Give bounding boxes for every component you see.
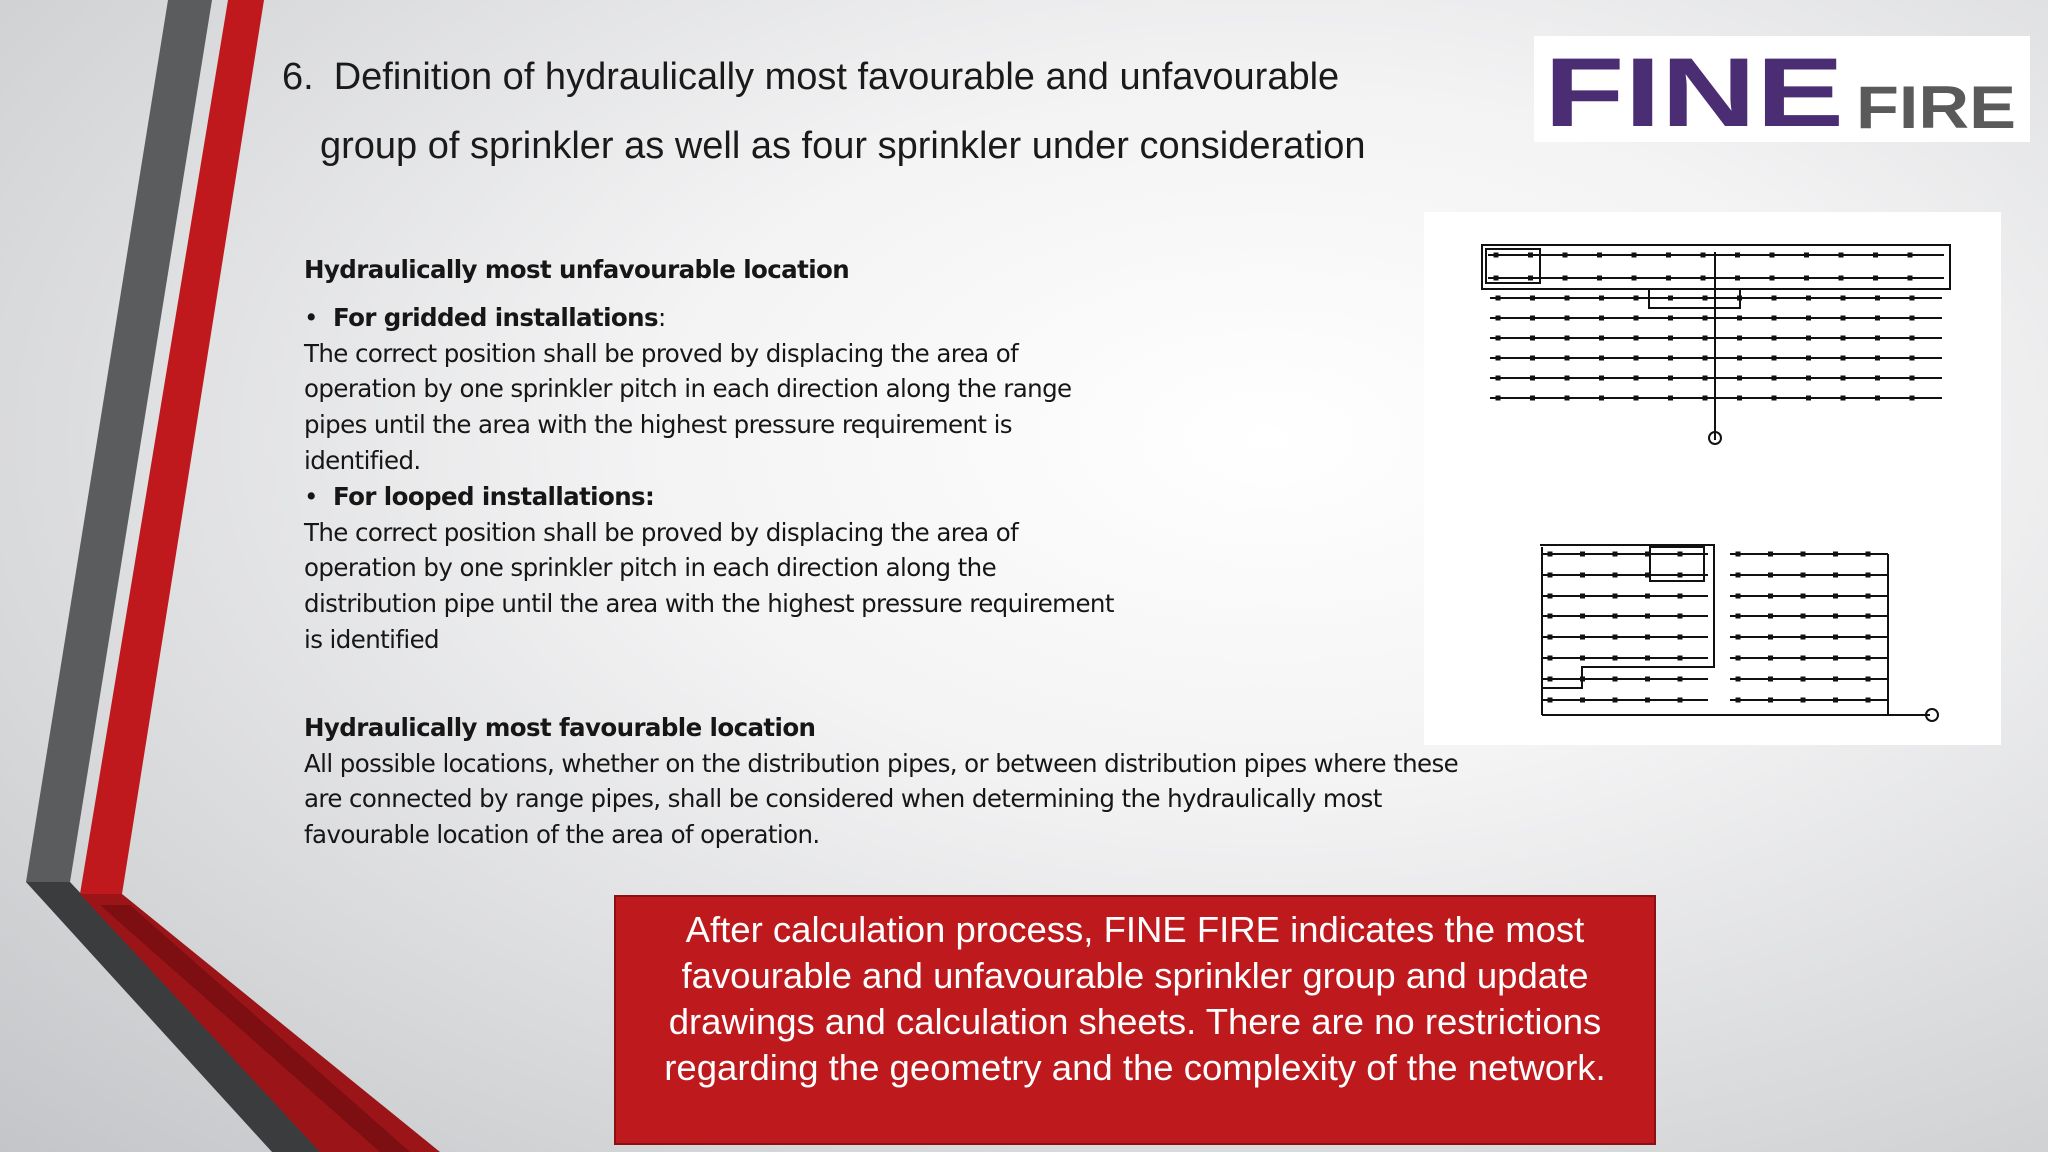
sprinkler-head bbox=[1548, 614, 1553, 619]
sprinkler-head bbox=[1565, 376, 1570, 381]
sprinkler-head bbox=[1768, 698, 1773, 703]
sprinkler-head bbox=[1737, 396, 1742, 401]
sprinkler-head bbox=[1634, 336, 1639, 341]
sprinkler-head bbox=[1580, 573, 1585, 578]
sprinkler-head bbox=[1678, 656, 1683, 661]
bullet-dot: • bbox=[304, 302, 318, 332]
sprinkler-head bbox=[1841, 316, 1846, 321]
sprinkler-head bbox=[1703, 396, 1708, 401]
sprinkler-head bbox=[1866, 614, 1871, 619]
sprinkler-head bbox=[1678, 573, 1683, 578]
sprinkler-head bbox=[1634, 316, 1639, 321]
sprinkler-head bbox=[1565, 336, 1570, 341]
sprinkler-head bbox=[1565, 296, 1570, 301]
sprinkler-head bbox=[1875, 336, 1880, 341]
sprinkler-head bbox=[1833, 656, 1838, 661]
sprinkler-head bbox=[1613, 594, 1618, 599]
sprinkler-head bbox=[1548, 677, 1553, 682]
sprinkler-head bbox=[1910, 396, 1915, 401]
sprinkler-head bbox=[1703, 356, 1708, 361]
sprinkler-head bbox=[1910, 316, 1915, 321]
sprinkler-head bbox=[1565, 316, 1570, 321]
sprinkler-head bbox=[1770, 253, 1775, 258]
sprinkler-head bbox=[1613, 573, 1618, 578]
sprinkler-head bbox=[1668, 376, 1673, 381]
sprinkler-head bbox=[1910, 356, 1915, 361]
sprinkler-head bbox=[1599, 296, 1604, 301]
sprinkler-head bbox=[1703, 296, 1708, 301]
sprinkler-head bbox=[1839, 253, 1844, 258]
sprinkler-head bbox=[1645, 656, 1650, 661]
sprinkler-head bbox=[1806, 376, 1811, 381]
sprinkler-head bbox=[1703, 376, 1708, 381]
sprinkler-head bbox=[1530, 396, 1535, 401]
sprinkler-head bbox=[1530, 356, 1535, 361]
looped-bullet bbox=[304, 479, 1464, 515]
sprinkler-head bbox=[1599, 356, 1604, 361]
gridded-bullet bbox=[304, 300, 1464, 336]
sprinkler-head bbox=[1548, 656, 1553, 661]
sprinkler-head bbox=[1833, 552, 1838, 557]
sprinkler-head bbox=[1866, 552, 1871, 557]
sprinkler-head bbox=[1875, 316, 1880, 321]
sprinkler-head bbox=[1703, 336, 1708, 341]
sprinkler-head bbox=[1736, 552, 1741, 557]
sprinkler-head bbox=[1833, 635, 1838, 640]
sprinkler-head bbox=[1634, 356, 1639, 361]
sprinkler-head bbox=[1599, 316, 1604, 321]
title-line-2: group of sprinkler as well as four sprinkler under consideration bbox=[320, 125, 1366, 167]
sprinkler-head bbox=[1613, 552, 1618, 557]
sprinkler-head bbox=[1772, 396, 1777, 401]
sprinkler-head bbox=[1528, 276, 1533, 281]
sprinkler-head bbox=[1634, 396, 1639, 401]
sprinkler-head bbox=[1768, 614, 1773, 619]
sprinkler-head bbox=[1875, 356, 1880, 361]
sprinkler-head bbox=[1613, 656, 1618, 661]
sprinkler-head bbox=[1645, 552, 1650, 557]
sprinkler-head bbox=[1668, 316, 1673, 321]
looped-installation-diagram bbox=[1540, 545, 1938, 721]
sprinkler-layout-diagram bbox=[1424, 212, 2001, 745]
sprinkler-head bbox=[1530, 296, 1535, 301]
sprinkler-head bbox=[1645, 573, 1650, 578]
sprinkler-head bbox=[1772, 336, 1777, 341]
sprinkler-head bbox=[1494, 253, 1499, 258]
sprinkler-head bbox=[1910, 296, 1915, 301]
sprinkler-head bbox=[1530, 376, 1535, 381]
sprinkler-head bbox=[1580, 614, 1585, 619]
sprinkler-head bbox=[1737, 296, 1742, 301]
sprinkler-head bbox=[1565, 396, 1570, 401]
sprinkler-head bbox=[1597, 253, 1602, 258]
sprinkler-head bbox=[1548, 573, 1553, 578]
callout-box bbox=[614, 895, 1656, 1145]
sprinkler-head bbox=[1833, 573, 1838, 578]
sprinkler-head bbox=[1678, 552, 1683, 557]
sprinkler-head bbox=[1701, 276, 1706, 281]
sprinkler-head bbox=[1866, 677, 1871, 682]
sprinkler-head bbox=[1548, 698, 1553, 703]
sprinkler-head bbox=[1801, 656, 1806, 661]
sprinkler-head bbox=[1632, 276, 1637, 281]
sprinkler-head bbox=[1737, 356, 1742, 361]
sprinkler-head bbox=[1737, 376, 1742, 381]
sprinkler-head bbox=[1668, 296, 1673, 301]
sprinkler-head bbox=[1668, 356, 1673, 361]
sprinkler-head bbox=[1666, 276, 1671, 281]
gridded-colon: : bbox=[657, 302, 666, 332]
sprinkler-head bbox=[1768, 594, 1773, 599]
sprinkler-head bbox=[1548, 594, 1553, 599]
sprinkler-head bbox=[1833, 594, 1838, 599]
sprinkler-head bbox=[1841, 376, 1846, 381]
sprinkler-head bbox=[1496, 376, 1501, 381]
sprinkler-head bbox=[1580, 698, 1585, 703]
sprinkler-head bbox=[1772, 316, 1777, 321]
sprinkler-head bbox=[1668, 396, 1673, 401]
sprinkler-head bbox=[1768, 656, 1773, 661]
sprinkler-head bbox=[1866, 594, 1871, 599]
sprinkler-head bbox=[1634, 376, 1639, 381]
sprinkler-head bbox=[1580, 656, 1585, 661]
sprinkler-head bbox=[1735, 253, 1740, 258]
sprinkler-head bbox=[1873, 253, 1878, 258]
callout-text: After calculation process, FINE FIRE indicates the most favourable and unfavourable sprinkler group and update drawings and calculation sheets. There are no restrictions regarding the geometry and the complexity of the network. bbox=[664, 909, 1606, 1088]
logo-graphic bbox=[1534, 36, 2030, 142]
sprinkler-head bbox=[1833, 677, 1838, 682]
favourable-text: All possible locations, whether on the distribution pipes, or between distribution pipes where these are connected by range pipes, shall be considered when determining the hydraulically most favourable location of the area of operation. bbox=[304, 748, 1459, 850]
sprinkler-head bbox=[1528, 253, 1533, 258]
sprinkler-head bbox=[1768, 552, 1773, 557]
sprinkler-head bbox=[1678, 635, 1683, 640]
sprinkler-head bbox=[1496, 356, 1501, 361]
sprinkler-head bbox=[1910, 336, 1915, 341]
sprinkler-head bbox=[1580, 552, 1585, 557]
slide-title bbox=[282, 56, 1482, 168]
sprinkler-head bbox=[1866, 573, 1871, 578]
sprinkler-head bbox=[1841, 336, 1846, 341]
sprinkler-head bbox=[1801, 552, 1806, 557]
sprinkler-head bbox=[1678, 698, 1683, 703]
fine-fire-logo bbox=[1534, 36, 2030, 142]
sprinkler-head bbox=[1875, 396, 1880, 401]
sprinkler-head bbox=[1496, 296, 1501, 301]
sprinkler-head bbox=[1565, 356, 1570, 361]
sprinkler-head bbox=[1580, 635, 1585, 640]
sprinkler-head bbox=[1668, 336, 1673, 341]
sprinkler-head bbox=[1736, 677, 1741, 682]
sprinkler-head bbox=[1678, 614, 1683, 619]
sprinkler-head bbox=[1530, 316, 1535, 321]
sprinkler-head bbox=[1736, 614, 1741, 619]
sprinkler-head bbox=[1841, 396, 1846, 401]
sprinkler-head bbox=[1908, 276, 1913, 281]
sprinkler-head bbox=[1736, 594, 1741, 599]
sprinkler-head bbox=[1801, 614, 1806, 619]
unfavourable-heading: Hydraulically most unfavourable location bbox=[304, 255, 850, 284]
sprinkler-head bbox=[1496, 316, 1501, 321]
sprinkler-head bbox=[1841, 356, 1846, 361]
sprinkler-head bbox=[1801, 635, 1806, 640]
sprinkler-head bbox=[1703, 316, 1708, 321]
sprinkler-head bbox=[1645, 614, 1650, 619]
sprinkler-head bbox=[1768, 573, 1773, 578]
sprinkler-head bbox=[1768, 677, 1773, 682]
sprinkler-head bbox=[1530, 336, 1535, 341]
sprinkler-head bbox=[1494, 276, 1499, 281]
sprinkler-diagrams-svg bbox=[1424, 212, 2001, 745]
sprinkler-head bbox=[1866, 635, 1871, 640]
sprinkler-head bbox=[1496, 396, 1501, 401]
sprinkler-head bbox=[1678, 594, 1683, 599]
dark-lower-stripe bbox=[26, 882, 324, 1152]
sprinkler-head bbox=[1873, 276, 1878, 281]
slide-number: 6. bbox=[282, 56, 314, 98]
sprinkler-head bbox=[1841, 296, 1846, 301]
sprinkler-head bbox=[1645, 698, 1650, 703]
sprinkler-head bbox=[1599, 336, 1604, 341]
sprinkler-head bbox=[1645, 594, 1650, 599]
sprinkler-head bbox=[1613, 677, 1618, 682]
logo-main-text: FINE bbox=[1544, 37, 1844, 142]
sprinkler-head bbox=[1563, 276, 1568, 281]
gridded-installation-diagram bbox=[1482, 245, 1950, 444]
sprinkler-head bbox=[1736, 656, 1741, 661]
gridded-text: The correct position shall be proved by displacing the area of operation by one sprinkler pitch in each direction along the range pipes until the area with the highest pressure requirement is identified. bbox=[304, 338, 1072, 475]
sprinkler-head bbox=[1645, 635, 1650, 640]
sprinkler-head bbox=[1866, 656, 1871, 661]
sprinkler-head bbox=[1804, 276, 1809, 281]
sprinkler-head bbox=[1613, 698, 1618, 703]
sprinkler-head bbox=[1866, 698, 1871, 703]
sprinkler-head bbox=[1806, 316, 1811, 321]
bullet-dot: • bbox=[304, 481, 318, 511]
gridded-label: For gridded installations bbox=[333, 302, 658, 332]
sprinkler-head bbox=[1548, 552, 1553, 557]
sprinkler-head bbox=[1736, 635, 1741, 640]
sprinkler-head bbox=[1634, 296, 1639, 301]
sprinkler-head bbox=[1875, 376, 1880, 381]
sprinkler-head bbox=[1580, 594, 1585, 599]
sprinkler-head bbox=[1806, 296, 1811, 301]
sprinkler-head bbox=[1645, 677, 1650, 682]
sprinkler-head bbox=[1496, 336, 1501, 341]
sprinkler-head bbox=[1736, 698, 1741, 703]
sprinkler-head bbox=[1597, 276, 1602, 281]
favourable-heading: Hydraulically most favourable location bbox=[304, 712, 816, 742]
sprinkler-head bbox=[1833, 614, 1838, 619]
sprinkler-head bbox=[1580, 677, 1585, 682]
sprinkler-head bbox=[1801, 698, 1806, 703]
sprinkler-head bbox=[1772, 356, 1777, 361]
sprinkler-head bbox=[1833, 698, 1838, 703]
sprinkler-head bbox=[1613, 614, 1618, 619]
sprinkler-head bbox=[1875, 296, 1880, 301]
looped-label: For looped installations: bbox=[333, 481, 655, 511]
sprinkler-head bbox=[1701, 253, 1706, 258]
sprinkler-head bbox=[1806, 396, 1811, 401]
sprinkler-head bbox=[1772, 296, 1777, 301]
sprinkler-head bbox=[1666, 253, 1671, 258]
sprinkler-head bbox=[1737, 336, 1742, 341]
looped-text: The correct position shall be proved by displacing the area of operation by one sprinkler pitch in each direction along the distribution pipe until the area with the highest pressure requirement is identified bbox=[304, 517, 1114, 654]
sprinkler-head bbox=[1632, 253, 1637, 258]
sprinkler-head bbox=[1770, 276, 1775, 281]
sprinkler-head bbox=[1908, 253, 1913, 258]
sprinkler-head bbox=[1801, 594, 1806, 599]
sprinkler-head bbox=[1599, 376, 1604, 381]
sprinkler-head bbox=[1735, 276, 1740, 281]
sprinkler-head bbox=[1678, 677, 1683, 682]
sprinkler-head bbox=[1804, 253, 1809, 258]
sprinkler-head bbox=[1548, 635, 1553, 640]
title-line-1: Definition of hydraulically most favourable and unfavourable bbox=[333, 56, 1340, 98]
sprinkler-head bbox=[1772, 376, 1777, 381]
sprinkler-head bbox=[1806, 336, 1811, 341]
sprinkler-head bbox=[1736, 573, 1741, 578]
sprinkler-head bbox=[1737, 316, 1742, 321]
sprinkler-head bbox=[1910, 376, 1915, 381]
sprinkler-head bbox=[1839, 276, 1844, 281]
sprinkler-head bbox=[1801, 677, 1806, 682]
logo-sub-text: FIRE bbox=[1856, 74, 2016, 141]
sprinkler-head bbox=[1563, 253, 1568, 258]
sprinkler-head bbox=[1806, 356, 1811, 361]
slide-content bbox=[304, 252, 1464, 853]
sprinkler-head bbox=[1599, 396, 1604, 401]
sprinkler-head bbox=[1768, 635, 1773, 640]
sprinkler-head bbox=[1801, 573, 1806, 578]
sprinkler-head bbox=[1613, 635, 1618, 640]
